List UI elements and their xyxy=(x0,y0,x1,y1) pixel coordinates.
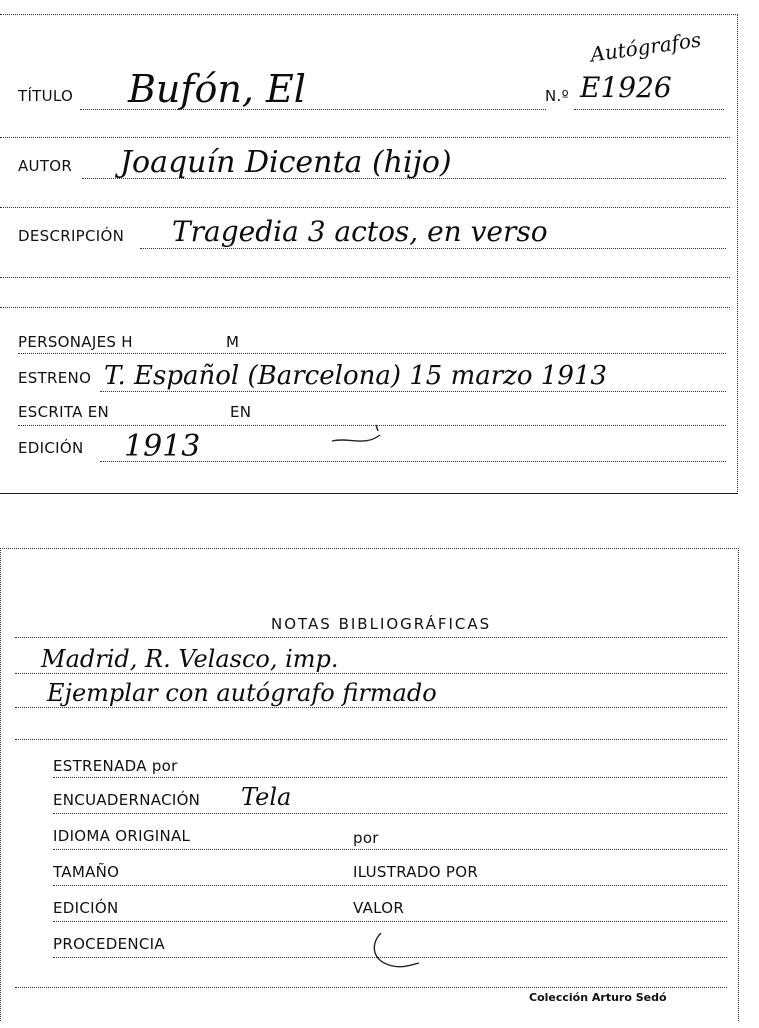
pen-flourish xyxy=(330,423,390,449)
note-line-1: Madrid, R. Velasco, imp. xyxy=(41,645,339,673)
autor-value: Joaquín Dicenta (hijo) xyxy=(120,145,452,180)
tamano-label: TAMAÑO xyxy=(53,863,120,881)
catalog-card-top xyxy=(0,14,738,494)
idioma-original-label: IDIOMA ORIGINAL xyxy=(53,827,191,845)
corner-note: Autógrafos xyxy=(588,27,703,67)
edicion-bottom-label: EDICIÓN xyxy=(53,899,119,917)
notas-heading: NOTAS BIBLIOGRÁFICAS xyxy=(271,615,492,633)
collection-footer: Colección Arturo Sedó xyxy=(529,991,667,1004)
procedencia-mark xyxy=(367,929,427,975)
estrenada-por-label xyxy=(53,757,178,775)
encuadernacion-label: ENCUADERNACIÓN xyxy=(53,791,201,809)
encuadernacion-value: Tela xyxy=(241,783,292,811)
personajes-label: PERSONAJES H xyxy=(18,333,133,351)
edicion-value: 1913 xyxy=(124,429,201,464)
descripcion-value: Tragedia 3 actos, en verso xyxy=(172,215,548,248)
descripcion-label: DESCRIPCIÓN xyxy=(18,227,125,245)
por-label: por xyxy=(353,829,379,847)
personajes-m-label: M xyxy=(226,333,240,351)
catalog-card-bottom xyxy=(0,548,739,1021)
note-line-2: Ejemplar con autógrafo firmado xyxy=(47,679,437,707)
valor-label: VALOR xyxy=(353,899,405,917)
autor-label: AUTOR xyxy=(18,157,73,175)
escrita-en-en-label: EN xyxy=(230,403,252,421)
numero-value: E1926 xyxy=(580,71,672,104)
escrita-en-label: ESCRITA EN xyxy=(18,403,110,421)
procedencia-label: PROCEDENCIA xyxy=(53,935,165,953)
estreno-label: ESTRENO xyxy=(18,369,92,387)
estreno-value: T. Español (Barcelona) 15 marzo 1913 xyxy=(104,361,607,391)
numero-label: N.º xyxy=(545,87,569,105)
ilustrado-por-label: ILUSTRADO POR xyxy=(353,863,479,881)
edicion-label: EDICIÓN xyxy=(18,439,84,457)
estrenada-por-text: ESTRENADA por xyxy=(53,757,178,775)
titulo-value: Bufón, El xyxy=(128,67,306,111)
titulo-label: TÍTULO xyxy=(18,87,74,105)
